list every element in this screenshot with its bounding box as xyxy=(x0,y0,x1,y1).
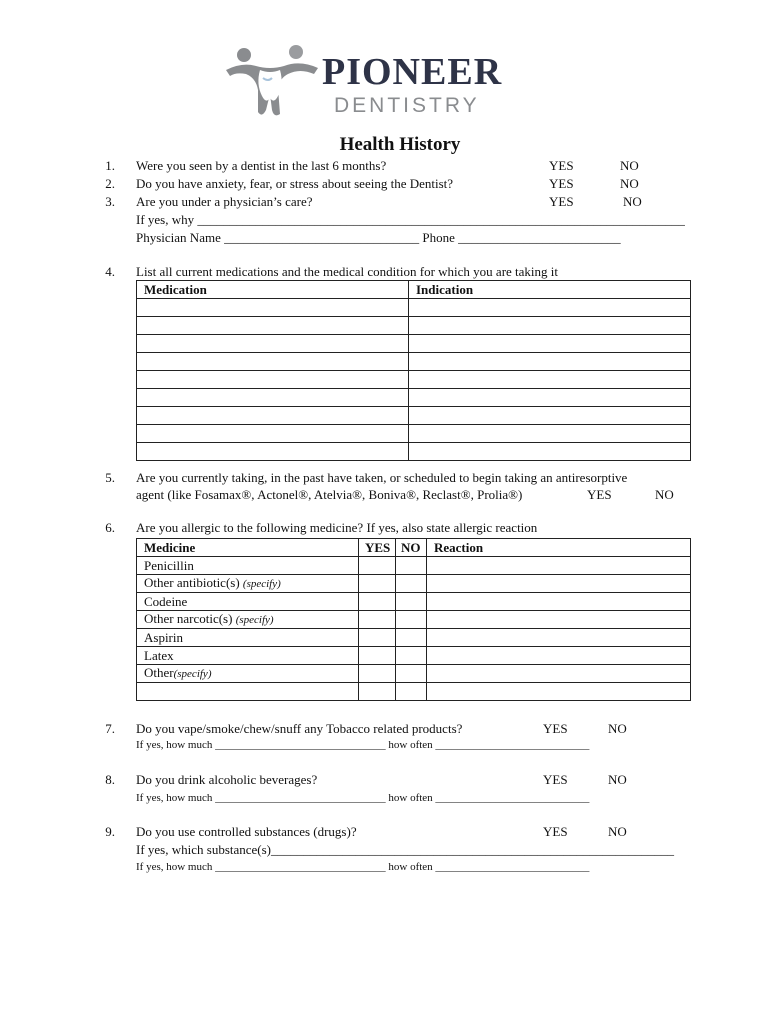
reaction-cell[interactable] xyxy=(427,665,691,683)
q9-no[interactable]: NO xyxy=(608,824,627,839)
page-title: Health History xyxy=(339,134,461,155)
medicine-penicillin: Penicillin xyxy=(137,557,359,575)
no-cell[interactable] xyxy=(396,557,427,575)
specify-note: (specify) xyxy=(242,578,281,590)
table-row[interactable] xyxy=(137,425,691,443)
q5-line2: agent (like Fosamax®, Actonel®, Atelvia®, Boniva®, Reclast®, Prolia®) xyxy=(136,487,523,502)
q1-no[interactable]: NO xyxy=(620,158,639,173)
specify-note: (specify) xyxy=(173,668,212,680)
table-row[interactable] xyxy=(137,443,691,461)
q1-number: 1. xyxy=(105,158,115,173)
yes-cell[interactable] xyxy=(359,611,396,629)
q2-number: 2. xyxy=(105,176,115,191)
q9-number: 9. xyxy=(105,824,115,839)
q2-text: Do you have anxiety, fear, or stress about seeing the Dentist? xyxy=(136,176,454,191)
table-row[interactable] xyxy=(137,317,691,335)
medicine-other-narcotics xyxy=(137,611,359,629)
no-cell[interactable] xyxy=(396,683,427,701)
medicine-label: Other antibiotic(s) xyxy=(144,575,240,590)
reaction-cell[interactable] xyxy=(427,629,691,647)
no-cell[interactable] xyxy=(396,575,427,593)
reaction-cell[interactable] xyxy=(427,575,691,593)
no-cell[interactable] xyxy=(396,629,427,647)
table-header-row xyxy=(137,281,691,299)
medicine-other xyxy=(137,665,359,683)
medication-cell[interactable] xyxy=(137,425,409,443)
yes-cell[interactable] xyxy=(359,647,396,665)
q8-text: Do you drink alcoholic beverages? xyxy=(136,772,318,787)
q9-yes[interactable]: YES xyxy=(543,824,568,839)
no-cell[interactable] xyxy=(396,593,427,611)
q3-if-yes-why[interactable]: If yes, why ___________________________________________________________________________ xyxy=(136,212,685,227)
table-row[interactable] xyxy=(137,665,691,683)
medicine-latex: Latex xyxy=(137,647,359,665)
q2-yes[interactable]: YES xyxy=(549,176,574,191)
medication-cell[interactable] xyxy=(137,371,409,389)
indication-cell[interactable] xyxy=(409,317,691,335)
table-row[interactable] xyxy=(137,611,691,629)
q7-no[interactable]: NO xyxy=(608,721,627,736)
table-row[interactable] xyxy=(137,299,691,317)
yes-cell[interactable] xyxy=(359,683,396,701)
q1-text: Were you seen by a dentist in the last 6 months? xyxy=(136,158,387,173)
table-row[interactable] xyxy=(137,575,691,593)
medication-cell[interactable] xyxy=(137,443,409,461)
medications-table xyxy=(136,280,691,461)
reaction-header: Reaction xyxy=(427,539,691,557)
medication-cell[interactable] xyxy=(137,317,409,335)
no-cell[interactable] xyxy=(396,647,427,665)
q7-yes[interactable]: YES xyxy=(543,721,568,736)
q3-physician-phone[interactable]: Physician Name ______________________________ Phone _________________________ xyxy=(136,230,621,245)
no-cell[interactable] xyxy=(396,665,427,683)
q5-number: 5. xyxy=(105,470,115,485)
pioneer-dentistry-logo xyxy=(222,44,552,118)
no-header: NO xyxy=(396,539,427,557)
q8-how-much-often[interactable]: If yes, how much _______________________________ how often ____________________________ xyxy=(136,792,590,804)
medication-cell[interactable] xyxy=(137,299,409,317)
q7-text: Do you vape/smoke/chew/snuff any Tobacco related products? xyxy=(136,721,463,736)
medication-cell[interactable] xyxy=(137,389,409,407)
indication-cell[interactable] xyxy=(409,443,691,461)
yes-cell[interactable] xyxy=(359,575,396,593)
q9-how-much-often[interactable]: If yes, how much _______________________________ how often ____________________________ xyxy=(136,861,590,873)
q6-text: Are you allergic to the following medicine? If yes, also state allergic reaction xyxy=(136,520,538,535)
reaction-cell[interactable] xyxy=(427,593,691,611)
medicine-other-antibiotics xyxy=(137,575,359,593)
yes-cell[interactable] xyxy=(359,557,396,575)
table-row[interactable] xyxy=(137,371,691,389)
q5-line1: Are you currently taking, in the past have taken, or scheduled to begin taking an antiresorptive xyxy=(136,470,628,485)
medication-header: Medication xyxy=(137,281,409,299)
indication-cell[interactable] xyxy=(409,389,691,407)
table-row[interactable] xyxy=(137,683,691,701)
reaction-cell[interactable] xyxy=(427,683,691,701)
logo-name-bottom: DENTISTRY xyxy=(334,94,480,117)
table-row[interactable] xyxy=(137,407,691,425)
q9-which-substance[interactable]: If yes, which substance(s)______________________________________________________________ xyxy=(136,842,675,857)
medicine-label: Other xyxy=(144,665,174,680)
indication-header: Indication xyxy=(409,281,691,299)
medicine-label: Other narcotic(s) xyxy=(144,611,233,626)
no-cell[interactable] xyxy=(396,611,427,629)
q9-text: Do you use controlled substances (drugs)? xyxy=(136,824,357,839)
reaction-cell[interactable] xyxy=(427,611,691,629)
q8-no[interactable]: NO xyxy=(608,772,627,787)
table-row[interactable] xyxy=(137,557,691,575)
q3-number: 3. xyxy=(105,194,115,209)
q3-text: Are you under a physician’s care? xyxy=(136,194,313,209)
indication-cell[interactable] xyxy=(409,407,691,425)
allergy-table xyxy=(136,538,691,701)
table-row[interactable] xyxy=(137,647,691,665)
medicine-header: Medicine xyxy=(137,539,359,557)
reaction-cell[interactable] xyxy=(427,557,691,575)
medication-cell[interactable] xyxy=(137,335,409,353)
q3-yes[interactable]: YES xyxy=(549,194,574,209)
medication-cell[interactable] xyxy=(137,353,409,371)
table-row[interactable] xyxy=(137,353,691,371)
indication-cell[interactable] xyxy=(409,335,691,353)
q8-number: 8. xyxy=(105,772,115,787)
yes-cell[interactable] xyxy=(359,629,396,647)
q5-no[interactable]: NO xyxy=(655,487,674,502)
table-row[interactable] xyxy=(137,335,691,353)
q6-number: 6. xyxy=(105,520,115,535)
yes-cell[interactable] xyxy=(359,593,396,611)
q5-yes[interactable]: YES xyxy=(587,487,612,502)
yes-header: YES xyxy=(359,539,396,557)
q2-no[interactable]: NO xyxy=(620,176,639,191)
q7-number: 7. xyxy=(105,721,115,736)
table-row[interactable] xyxy=(137,629,691,647)
indication-cell[interactable] xyxy=(409,425,691,443)
reaction-cell[interactable] xyxy=(427,647,691,665)
medicine-aspirin: Aspirin xyxy=(137,629,359,647)
logo-name-top: PIONEER xyxy=(322,51,503,93)
medication-cell[interactable] xyxy=(137,407,409,425)
tooth-figures-icon xyxy=(222,44,322,118)
q4-number: 4. xyxy=(105,264,115,279)
indication-cell[interactable] xyxy=(409,371,691,389)
medicine-codeine: Codeine xyxy=(137,593,359,611)
q4-text: List all current medications and the medical condition for which you are taking it xyxy=(136,264,559,279)
specify-note: (specify) xyxy=(235,614,274,626)
table-header-row xyxy=(137,539,691,557)
q8-yes[interactable]: YES xyxy=(543,772,568,787)
table-row[interactable] xyxy=(137,593,691,611)
yes-cell[interactable] xyxy=(359,665,396,683)
q1-yes[interactable]: YES xyxy=(549,158,574,173)
q3-no[interactable]: NO xyxy=(623,194,642,209)
table-row[interactable] xyxy=(137,389,691,407)
medicine-blank-cell[interactable] xyxy=(137,683,359,701)
indication-cell[interactable] xyxy=(409,353,691,371)
q7-how-much-often[interactable]: If yes, how much _______________________________ how often ____________________________ xyxy=(136,739,590,751)
indication-cell[interactable] xyxy=(409,299,691,317)
